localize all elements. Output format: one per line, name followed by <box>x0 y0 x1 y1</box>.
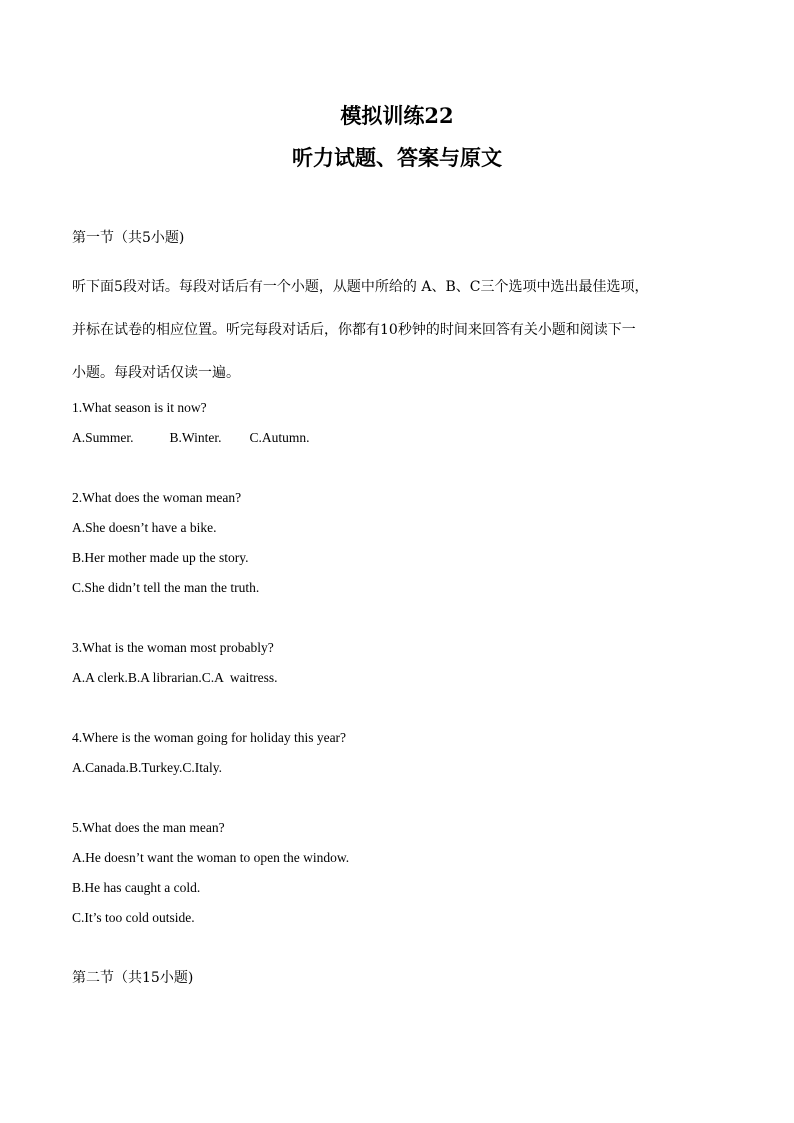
option-row: A.A clerk.B.A librarian.C.A waitress. <box>72 670 278 685</box>
question-3 <box>72 637 722 697</box>
option-b: B.He has caught a cold. <box>72 880 201 895</box>
section1-heading: 第一节（共5小题) <box>72 230 185 246</box>
question-stem: 4.Where is the woman going for holiday this year? <box>72 730 347 745</box>
option-a: A.Summer. <box>72 430 134 445</box>
question-2 <box>72 487 722 607</box>
instruction-line: 小题。每段对话仅读一遍。 <box>72 365 240 381</box>
question-stem: 5.What does the man mean? <box>72 820 225 835</box>
question-5 <box>72 817 722 937</box>
option-c: C.It’s too cold outside. <box>72 910 195 925</box>
option-c: C.She didn’t tell the man the truth. <box>72 580 260 595</box>
option-b: B.Her mother made up the story. <box>72 550 249 565</box>
question-stem: 1.What season is it now? <box>72 400 207 415</box>
question-list <box>72 397 722 967</box>
question-4 <box>72 727 722 787</box>
document-title: 模拟训练22 <box>340 103 454 128</box>
option-a: A.He doesn’t want the woman to open the window. <box>72 850 350 865</box>
option-row: A.Canada.B.Turkey.C.Italy. <box>72 760 222 775</box>
option-a: A.She doesn’t have a bike. <box>72 520 217 535</box>
question-stem: 3.What is the woman most probably? <box>72 640 274 655</box>
document-subtitle: 听力试题、答案与原文 <box>292 145 502 170</box>
question-1 <box>72 397 722 457</box>
instruction-line: 听下面5段对话。每段对话后有一个小题，从题中所给的 A、B、C三个选项中选出最佳选项， <box>72 279 649 295</box>
option-b: B.Winter. <box>169 430 222 445</box>
option-c: C.Autumn. <box>249 430 310 445</box>
question-stem: 2.What does the woman mean? <box>72 490 242 505</box>
option-row <box>72 427 722 457</box>
instruction-line: 并标在试卷的相应位置。听完每段对话后，你都有10秒钟的时间来回答有关小题和阅读下一 <box>72 322 636 338</box>
section2-heading: 第二节（共15小题) <box>72 970 194 986</box>
section1-instructions <box>72 266 724 395</box>
